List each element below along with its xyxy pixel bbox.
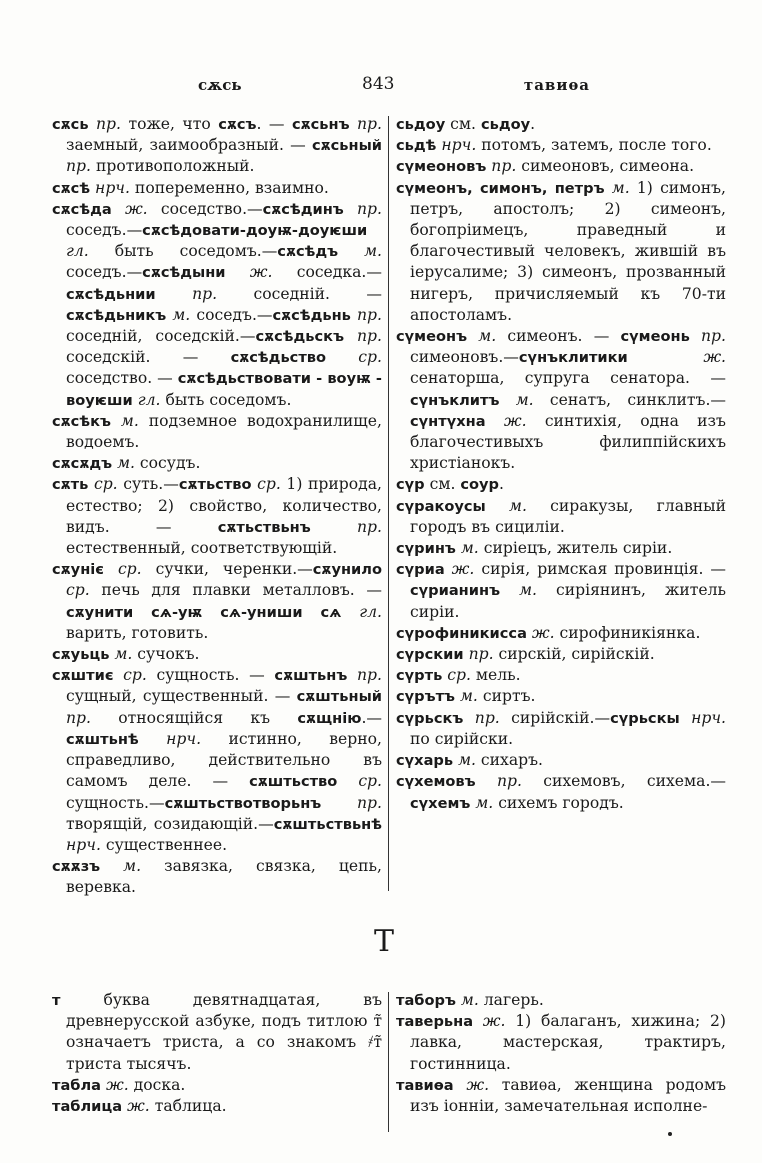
dictionary-entry: сѫсѫдъ м. сосудъ.: [52, 454, 201, 473]
ink-dot: [668, 1132, 672, 1136]
dictionary-entry: сѫѫзъ м. завязка, связка, цепь, веревка.: [52, 857, 382, 897]
dictionary-entry: сүрофиникисса ж. сирофиникіянка.: [396, 623, 701, 642]
dictionary-entry: сүринъ м. сиріецъ, житель сиріи.: [396, 539, 673, 558]
section-letter: Т: [374, 924, 395, 959]
bottom-right-column: [396, 990, 726, 1117]
dictionary-entry: сүрскии пр. сирскій, сирійскій.: [396, 645, 655, 664]
dictionary-entry: сѫуьць м. сучокъ.: [52, 645, 200, 664]
header-left-word: сѫсь: [198, 76, 242, 94]
dictionary-entry: сѫть ср. суть.—сѫтьство ср. 1) природа, естество; 2) свойство, количество, видъ. — сѫтьствьнъ пр. естественный, соответствующій.: [52, 475, 382, 558]
dictionary-entry: сѫсѣкъ м. подземное водохранилище, водоемъ.: [52, 411, 382, 452]
dictionary-entry: сѫуніє ср. сучки, черенки.—сѫунило ср. печь для плавки металловъ. — сѫунити сѧ-уѭ сѧ-униши сѧ гл. варить, готовить.: [52, 560, 382, 642]
dictionary-entry: сѫсѣда ж. соседство.—сѫсѣдинъ пр. соседъ.—сѫсѣдовати-доуѭ-доуѥши гл. быть соседомъ.—сѫсѣдъ м. соседъ.—сѫсѣдыни ж. соседка.—сѫсѣдьнии пр. соседній. — сѫсѣдьникъ м. соседъ.—сѫсѣдьнь пр. соседній, соседскій.—сѫсѣдьскъ пр. соседскій. — сѫсѣдьство ср. соседство. — сѫсѣдьствовати - воуѭ - воуѥши гл. быть соседомъ.: [52, 199, 382, 409]
dictionary-entry: таблица ж. таблица.: [52, 1097, 227, 1116]
dictionary-entry: сүмеоновъ пр. симеоновъ, симеона.: [396, 157, 695, 176]
page-header: [52, 74, 730, 98]
dictionary-entry: таверьна ж. 1) балаганъ, хижина; 2) лавка, мастерская, трактиръ, гостинница.: [396, 1012, 726, 1073]
dictionary-entry: сүрътъ м. сиртъ.: [396, 687, 536, 706]
page-number: 843: [362, 74, 395, 94]
bottom-left-column: [52, 990, 382, 1117]
dictionary-entry: тавиѳа ж. тавиѳа, женщина родомъ изъ іонніи, замечательная исполне-: [396, 1075, 726, 1116]
dictionary-entry: сѫштиє ср. сущность. — сѫштьнъ пр. сущный, существенный. — сѫштьный пр. относящійся къ сѫщнію.—сѫштьнѣ нрч. истинно, верно, справедливо, действительно въ самомъ деле. — сѫштьство ср. сущность.—сѫштьствотворьнъ пр. творящій, созидающій.—сѫштьствьнѣ нрч. существеннее.: [52, 666, 382, 854]
dictionary-entry: сѫсь пр. тоже, что сѫсъ. — сѫсьнъ пр. заемный, заимообразный. — сѫсьный пр. противоположный.: [52, 115, 382, 176]
column-divider-top: [388, 116, 389, 891]
dictionary-entry: сүмеонъ, симонъ, петръ м. 1) симонъ, петръ, апостолъ; 2) симеонъ, богопріимецъ, праведный и благочестивый человекъ, жившій въ іерусалиме; 3) симеонъ, прозванный нигеръ, причисляемый къ 70-ти апостоламъ.: [396, 178, 726, 324]
dictionary-entry: сүриа ж. сирія, римская провинція. —сүрианинъ м. сиріянинъ, житель сиріи.: [396, 560, 726, 621]
dictionary-entry: таборъ м. лагерь.: [396, 991, 544, 1009]
top-right-column: [396, 114, 726, 814]
dictionary-entry: сүрьскъ пр. сирійскій.—сүрьскы нрч. по сирійски.: [396, 708, 726, 748]
dictionary-entry: сүхарь м. сихаръ.: [396, 751, 544, 770]
dictionary-entry: сүхемовъ пр. сихемовъ, сихема.—сүхемъ м. сихемъ городъ.: [396, 772, 726, 812]
header-right-word: тавиѳа: [523, 76, 590, 94]
dictionary-entry: сьдѣ нрч. потомъ, затемъ, после того.: [396, 136, 712, 155]
dictionary-entry: сүр см. соур.: [396, 475, 504, 494]
dictionary-entry: т буква девятнадцатая, въ древнерусской азбуке, подъ титлою т̃ означаетъ триста, а со знакомъ ҂т̃ триста тысячъ.: [52, 991, 382, 1073]
column-divider-bottom: [388, 992, 389, 1132]
dictionary-entry: сүракоусы м. сиракузы, главный городъ въ сициліи.: [396, 496, 726, 536]
top-left-column: [52, 114, 382, 899]
dictionary-entry: табла ж. доска.: [52, 1075, 186, 1094]
dictionary-entry: сѫсѣ нрч. попеременно, взаимно.: [52, 178, 329, 197]
dictionary-entry: сүмеонъ м. симеонъ. — сүмеонь пр. симеоновъ.—сүнъклитики ж. сенаторша, супруга сенатора. — сүнъклитъ м. сенатъ, синклитъ.—сүнтүхна ж. синтихія, одна изъ благочестивыхъ филиппійскихъ христіанокъ.: [396, 327, 726, 473]
dictionary-entry: сьдоу см. сьдоу.: [396, 115, 536, 133]
dictionary-entry: сүрть ср. мель.: [396, 666, 521, 685]
